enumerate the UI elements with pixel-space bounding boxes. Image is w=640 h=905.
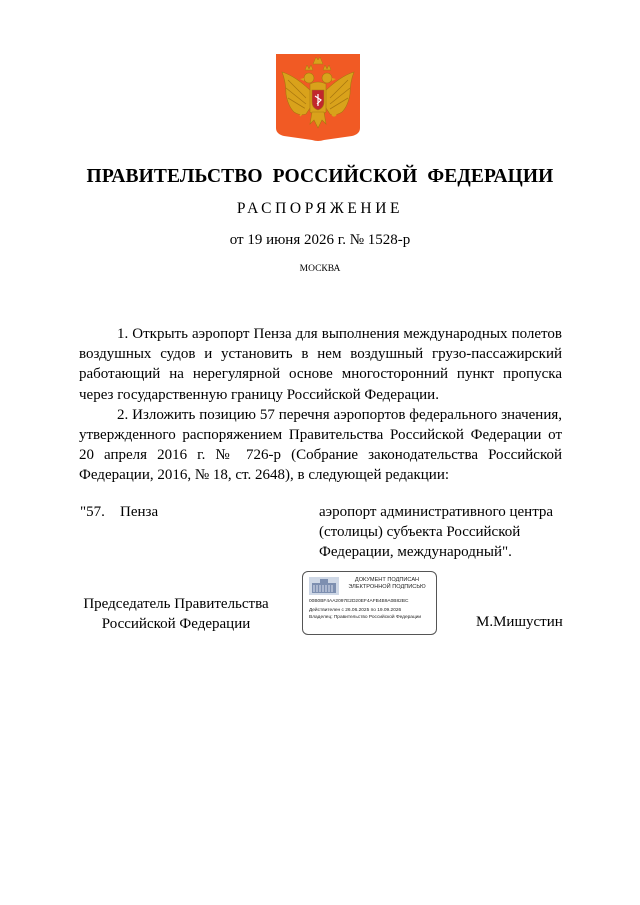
signer-position: Председатель Правительства Российской Федерации xyxy=(83,596,269,632)
document-type: РАСПОРЯЖЕНИЕ xyxy=(236,200,404,217)
document-city: МОСКВА xyxy=(299,264,341,274)
paragraph-2: 2. Изложить позицию 57 перечня аэропортов федерального значения, утвержденного распоряжением Правительства Российской Федерации от 20 апреля 2016 г. № 726-р (Собрание законодательства Российской Федерации, 2016, № 18, ст. 2648), в следующей редакции: xyxy=(79,406,562,484)
paragraph-1: 1. Открыть аэропорт Пенза для выполнения международных полетов воздушных судов и установить в нем воздушный грузо-пассажирский работающий на нерегулярной основе многосторонний пункт пропуска через государственную границу Российской Федерации. xyxy=(79,326,562,403)
coat-of-arms-icon xyxy=(276,54,360,142)
document-body xyxy=(79,324,562,486)
entry-airport-name: Пенза xyxy=(120,504,159,520)
signer-name: М.Мишустин xyxy=(476,614,563,630)
stamp-title: ДОКУМЕНТ ПОДПИСАН ЭЛЕКТРОННОЙ ПОДПИСЬЮ xyxy=(348,577,426,590)
stamp-owner: Владелец: Правительство Российской Федерации xyxy=(309,615,422,620)
entry-description: аэропорт административного центра (столицы) субъекта Российской Федерации, международный". xyxy=(319,504,554,560)
stamp-certificate-serial: 00B0BF4AA2097E2D20EF4AFB4B9A0B82BC xyxy=(309,599,409,604)
government-building-icon xyxy=(309,577,339,595)
government-title: ПРАВИТЕЛЬСТВО РОССИЙСКОЙ ФЕДЕРАЦИИ xyxy=(86,166,554,187)
stamp-validity: Действителен с 26.06.2025 по 19.09.2026 xyxy=(309,608,402,613)
electronic-signature-stamp xyxy=(302,571,437,635)
document-date-number: от 19 июня 2026 г. № 1528-р xyxy=(229,232,411,248)
entry-number: "57. xyxy=(80,504,105,520)
